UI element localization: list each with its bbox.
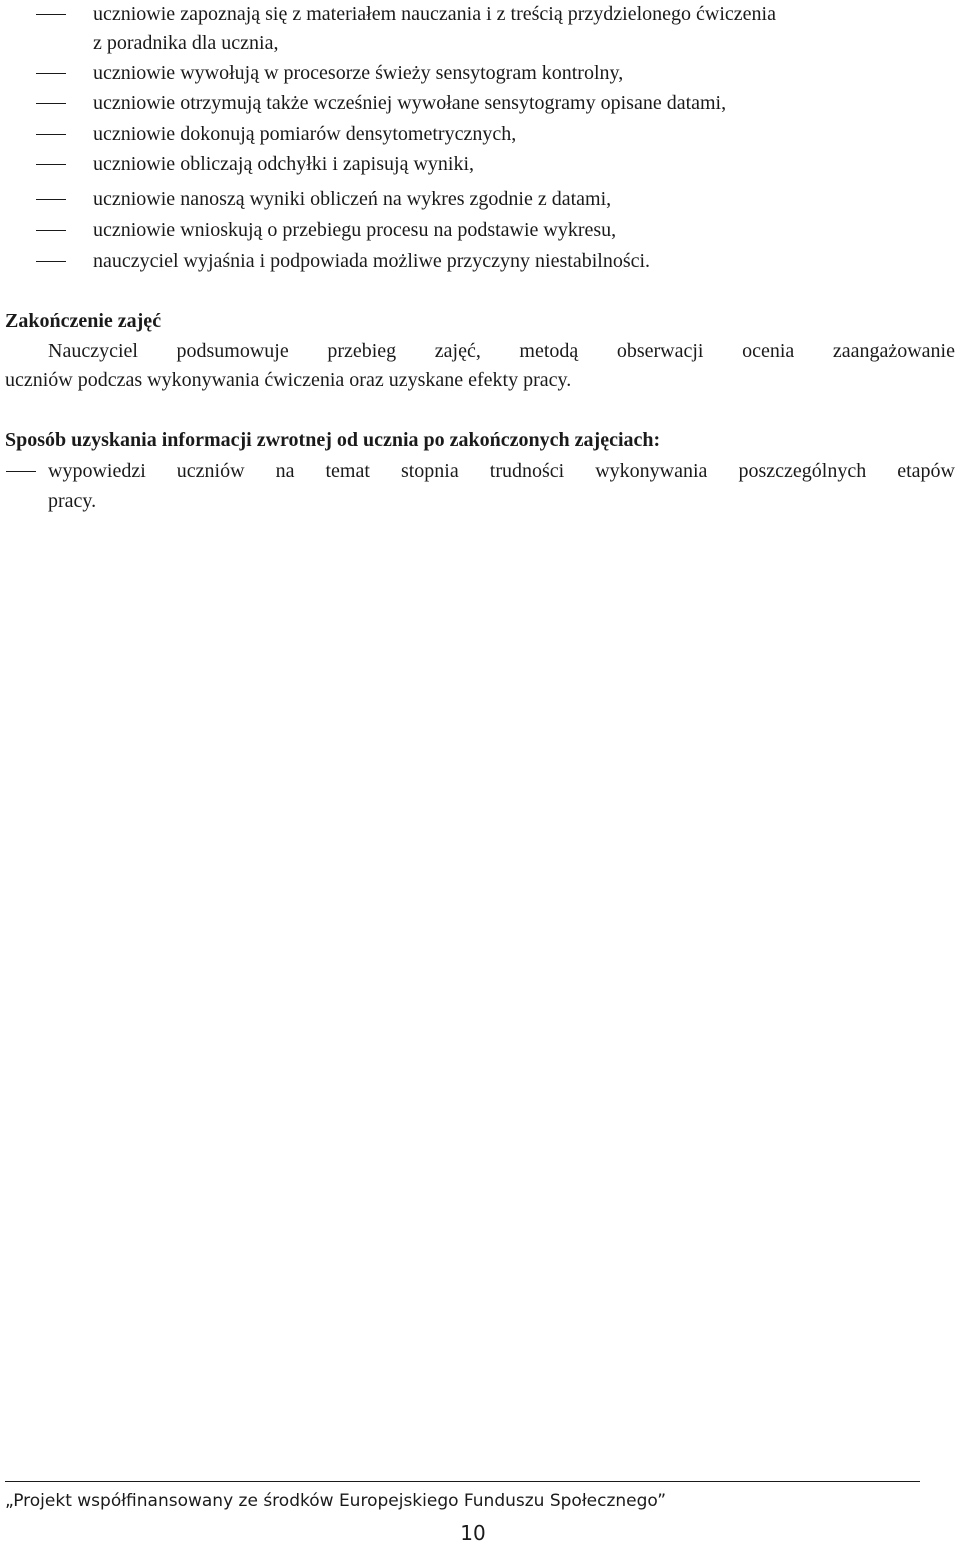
dash-bullet: [6, 471, 36, 472]
list-item-text: nauczyciel wyjaśnia i podpowiada możliwe przyczyny niestabilności.: [93, 250, 651, 272]
list-item-text: uczniowie wnioskują o przebiegu procesu na podstawie wykresu,: [93, 219, 617, 241]
dash-bullet: [36, 164, 66, 165]
list-item-text: uczniowie dokonują pomiarów densytometrycznych,: [93, 123, 517, 145]
footer-project-text: „Projekt współfinansowany ze środków Europejskiego Funduszu Społecznego”: [5, 1491, 667, 1511]
closing-paragraph-line-1: Nauczyciel podsumowuje przebieg zajęć, metodą obserwacji ocenia zaangażowanie: [48, 340, 955, 362]
list-item-text-continuation: z poradnika dla ucznia,: [93, 32, 279, 54]
dash-bullet: [36, 14, 66, 15]
dash-bullet: [36, 261, 66, 262]
dash-bullet: [36, 134, 66, 135]
list-item-text: uczniowie obliczają odchyłki i zapisują wyniki,: [93, 153, 474, 175]
dash-bullet: [36, 103, 66, 104]
list-item-text: uczniowie wywołują w procesorze świeży sensytogram kontrolny,: [93, 62, 624, 84]
list-item-text: uczniowie zapoznają się z materiałem nauczania i z treścią przydzielonego ćwiczenia: [93, 3, 776, 25]
list-item-text: uczniowie otrzymują także wcześniej wywołane sensytogramy opisane datami,: [93, 92, 727, 114]
dash-bullet: [36, 230, 66, 231]
section-heading-closing: Zakończenie zajęć: [5, 310, 162, 332]
page-number: 10: [460, 1521, 486, 1545]
closing-paragraph-line-2: uczniów podczas wykonywania ćwiczenia oraz uzyskane efekty pracy.: [5, 369, 572, 391]
list-item-continuation: [93, 29, 278, 58]
footer-divider: [5, 1481, 920, 1482]
dash-bullet: [36, 73, 66, 74]
feedback-item-text-line-1: wypowiedzi uczniów na temat stopnia trudności wykonywania poszczególnych etapów: [48, 460, 955, 482]
dash-bullet: [36, 199, 66, 200]
feedback-item-text-line-2: pracy.: [48, 490, 97, 512]
section-heading-feedback: Sposób uzyskania informacji zwrotnej od ucznia po zakończonych zajęciach:: [5, 429, 661, 451]
list-item-text: uczniowie nanoszą wyniki obliczeń na wykres zgodnie z datami,: [93, 188, 612, 210]
